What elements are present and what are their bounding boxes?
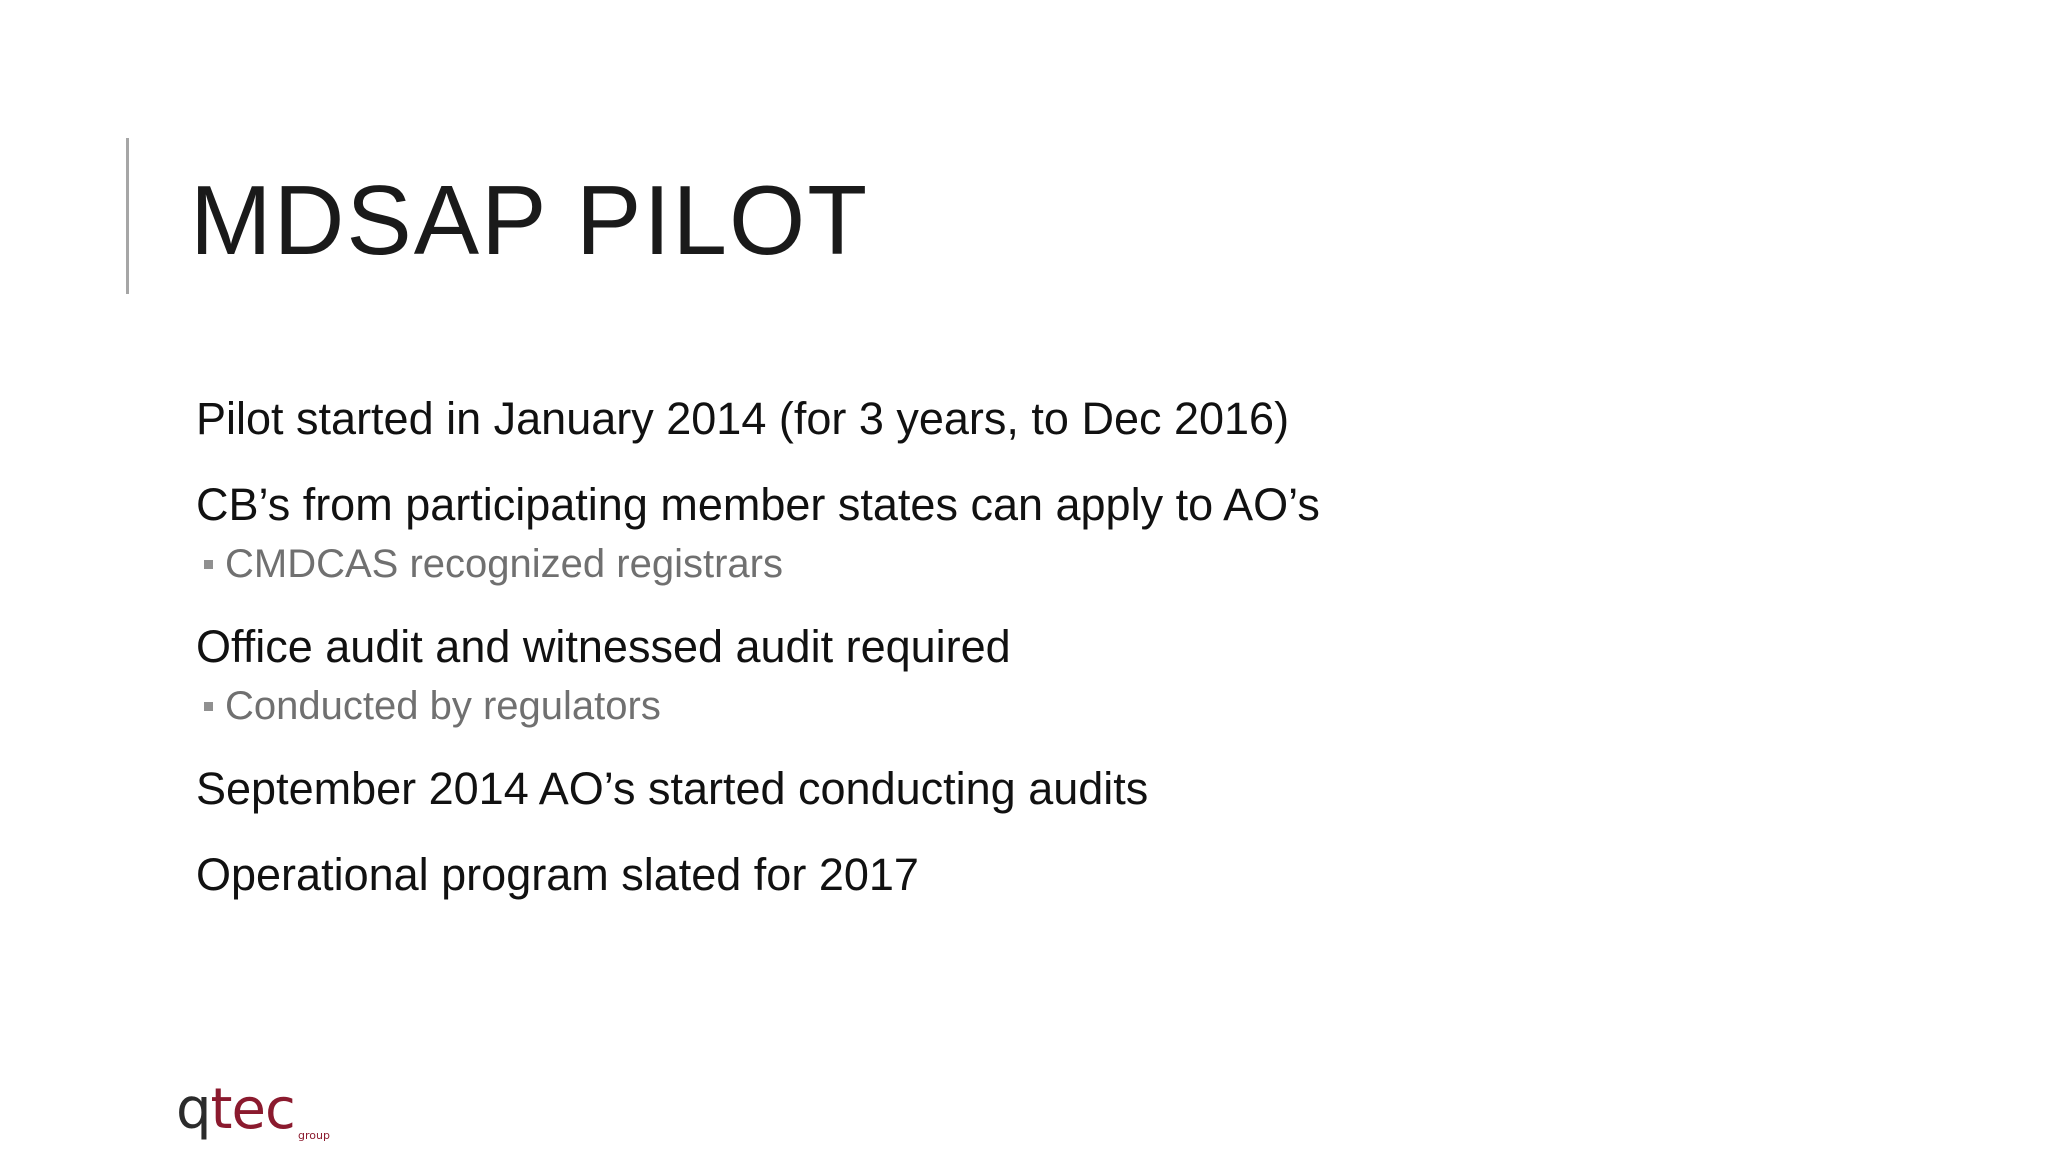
slide-title: MDSAP PILOT xyxy=(190,165,870,275)
bullet-item: Office audit and witnessed audit required xyxy=(196,621,1011,672)
logo-q: q xyxy=(176,1077,211,1142)
bullet-item: Operational program slated for 2017 xyxy=(196,849,919,900)
square-bullet-icon xyxy=(204,560,213,569)
title-accent-bar xyxy=(126,138,129,294)
sub-bullet-text: Conducted by regulators xyxy=(225,684,661,728)
sub-bullet-item xyxy=(204,536,1896,592)
bullet-item: CB’s from participating member states can apply to AO’s xyxy=(196,479,1320,530)
logo-wordmark xyxy=(176,1077,295,1142)
qtec-logo xyxy=(176,1077,336,1142)
square-bullet-icon xyxy=(204,702,213,711)
sub-bullet-item xyxy=(204,678,1896,734)
logo-group-text: group xyxy=(298,1129,330,1142)
logo-tec: tec xyxy=(210,1077,295,1142)
bullet-item: September 2014 AO’s started conducting audits xyxy=(196,763,1149,814)
bullet-item: Pilot started in January 2014 (for 3 years, to Dec 2016) xyxy=(196,393,1290,444)
slide-content xyxy=(196,388,1896,906)
sub-bullet-text: CMDCAS recognized registrars xyxy=(225,542,783,586)
